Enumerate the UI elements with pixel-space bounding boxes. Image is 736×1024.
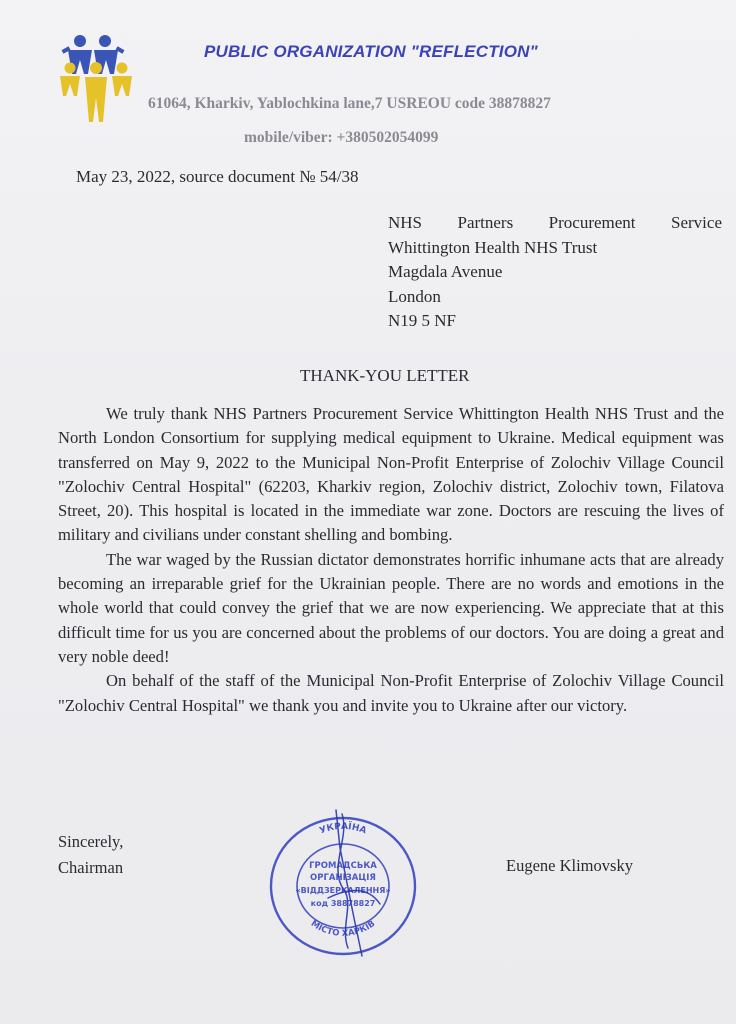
stamp-line2: ОРГАНІЗАЦІЯ (310, 873, 376, 883)
body-paragraph: On behalf of the staff of the Municipal Non-Profit Enterprise of Zolochiv Village Council "Zolochiv Central Hospital" we thank you and invite you to Ukraine after our victory. (58, 671, 724, 715)
signer-name: Eugene Klimovsky (506, 856, 633, 875)
stamp-name: «ВІДДЗЕРКАЛЕННЯ» (295, 886, 391, 895)
recipient-line: N19 5 NF (388, 311, 457, 330)
letter-body (58, 402, 724, 718)
recipient-address (388, 211, 722, 334)
organization-logo (58, 34, 138, 124)
recipient-line: NHS Partners Procurement Service (388, 213, 722, 232)
closing-sincerely: Sincerely, (58, 832, 124, 851)
signer-role: Chairman (58, 858, 124, 877)
organization-address: 61064, Kharkiv, Yablochkina lane,7 USREOU code 38878827 (148, 95, 551, 112)
recipient-line: London (388, 286, 441, 306)
recipient-line: Whittington Health NHS Trust (388, 237, 598, 257)
stamp-code: код 38878827 (310, 899, 376, 908)
stamp-line1: ГРОМАДСЬКА (309, 861, 377, 871)
organization-name: PUBLIC ORGANIZATION "REFLECTION" (204, 42, 538, 61)
official-stamp (258, 808, 428, 958)
stamp-bottom-text: МІСТО ХАРКІВ (308, 918, 378, 939)
body-paragraph: We truly thank NHS Partners Procurement Service Whittington Health NHS Trust and the North London Consortium for supplying medical equipment to Ukraine. Medical equipment was transferred on May 9, 2022 to the Municipal Non-Profit Enterprise of Zolochiv Village Council "Zolochiv Central Hospital" (62203, Kharkiv region, Zolochiv district, Zolochiv town, Filatova Street, 20). This hospital is located in the immediate war zone. Doctors are rescuing the lives of military and civilians under constant shelling and bombing. (58, 404, 724, 545)
stamp-top-text: УКРАЇНА (318, 821, 368, 837)
document-date: May 23, 2022, source document № 54/38 (76, 167, 359, 186)
body-paragraph: The war waged by the Russian dictator demonstrates horrific inhumane acts that are already becoming an irreparable grief for the Ukrainian people. There are no words and emotions in the whole world that could convey the grief that we are now experiencing. We appreciate that at this difficult time for us you are concerned about the problems of our doctors. You are doing a great and very noble deed! (58, 549, 724, 666)
letter-title: THANK-YOU LETTER (300, 366, 470, 385)
organization-contact: mobile/viber: +380502054099 (244, 129, 439, 146)
recipient-line: Magdala Avenue (388, 262, 503, 281)
